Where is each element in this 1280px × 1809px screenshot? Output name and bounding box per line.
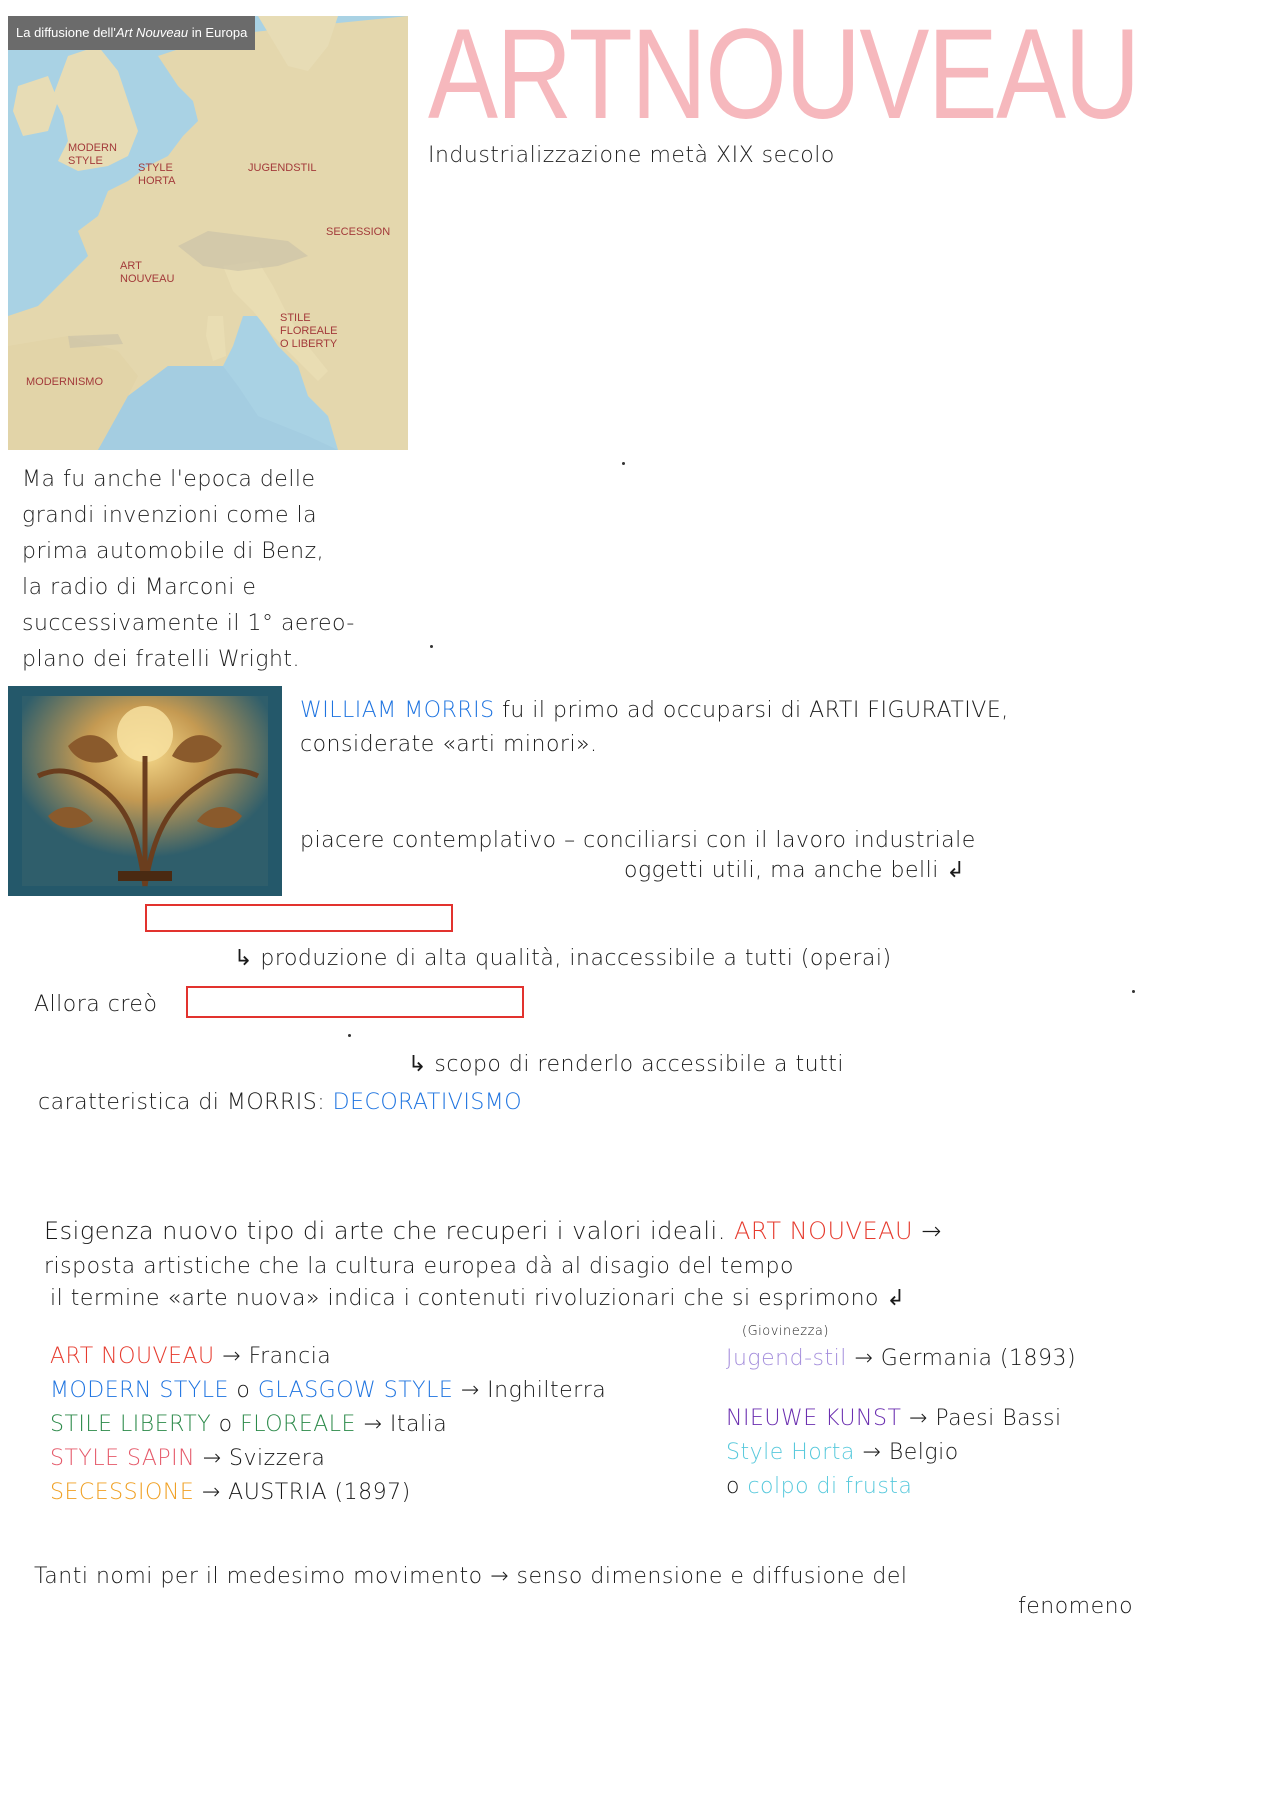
map-label-modern-style: MODERN STYLE [68,142,117,167]
esigenza-line-1: Esigenza nuovo tipo di arte che recuperi i valori ideali. ART NOUVEAU → [44,1217,942,1245]
style-item: MODERN STYLE o GLASGOW STYLE → Inghilterra [50,1378,607,1403]
inventions-line: la radio di Marconi e [22,575,257,600]
inventions-line: prima automobile di Benz, [22,539,325,564]
styles-left-list [50,1340,606,1510]
morris-line-2: considerate «arti minori». [300,732,598,757]
styles-right-list [726,1342,1076,1504]
style-item: ART NOUVEAU → Francia [50,1344,332,1369]
scope-line: ↳ scopo di renderlo accessibile a tutti [408,1052,844,1077]
tapestry-image [8,686,282,896]
redacted-box-1 [145,904,453,932]
esigenza-line-2: risposta artistiche che la cultura europea dà al disagio del tempo [44,1254,794,1279]
map-label-secession: SECESSION [326,226,391,238]
esigenza-line-3: il termine «arte nuova» indica i contenuti rivoluzionari che si esprimono ↲ [50,1286,906,1311]
stray-dot [1132,990,1135,993]
style-item: Style Horta → Belgio [726,1440,959,1465]
conclusion-line-1: Tanti nomi per il medesimo movimento → senso dimensione e diffusione del [34,1564,908,1589]
pleasure-line-1: piacere contemplativo – conciliarsi con il lavoro industriale [300,828,976,853]
decorativismo-keyword: DECORATIVISMO [332,1090,523,1115]
conclusion-line-2: fenomeno [1018,1594,1134,1619]
inventions-line: successivamente il 1° aereo- [22,611,355,636]
inventions-line: Ma fu anche l'epoca delle [22,467,316,492]
europe-map [8,16,408,450]
stray-dot [622,462,625,465]
map-label-modernismo: MODERNISMO [26,376,103,388]
style-item: NIEUWE KUNST → Paesi Bassi [726,1406,1062,1431]
art-nouveau-keyword: ART NOUVEAU [733,1217,914,1245]
style-item: STILE LIBERTY o FLOREALE → Italia [50,1412,448,1437]
style-item: SECESSIONE → AUSTRIA (1897) [50,1480,411,1505]
stray-dot [348,1034,351,1037]
inventions-paragraph [22,462,355,678]
map-label-style-horta: STYLE HORTA [138,162,176,187]
morris-name: WILLIAM MORRIS [300,698,495,723]
style-item: STYLE SAPIN → Svizzera [50,1446,326,1471]
pleasure-line-2: oggetti utili, ma anche belli ↲ [624,858,966,883]
redacted-box-2 [186,986,524,1018]
style-item: o colpo di frusta [726,1474,913,1499]
inventions-line: plano dei fratelli Wright. [22,647,301,672]
intro-text: Industrializzazione metà XIX secolo [428,143,835,168]
map-label-art-nouveau: ART NOUVEAU [120,260,175,285]
stray-dot [430,645,433,648]
allora-text: Allora creò [34,992,158,1017]
production-line: ↳ produzione di alta qualità, inaccessibile a tutti (operai) [234,946,892,971]
inventions-line: grandi invenzioni come la [22,503,318,528]
map-caption: La diffusione dell'Art Nouveau in Europa [8,16,255,50]
morris-line-1: WILLIAM MORRIS fu il primo ad occuparsi di ARTI FIGURATIVE, [300,698,1009,723]
giovinezza-note: (Giovinezza) [742,1324,829,1339]
style-item: Jugend-stil → Germania (1893) [726,1346,1077,1371]
caratteristica-line: caratteristica di MORRIS: DECORATIVISMO [38,1090,523,1115]
map-label-stile-floreale: STILE FLOREALE O LIBERTY [280,312,338,350]
page-title: ARTNOUVEAU [428,3,1139,146]
map-label-jugendstil: JUGENDSTIL [248,162,317,174]
